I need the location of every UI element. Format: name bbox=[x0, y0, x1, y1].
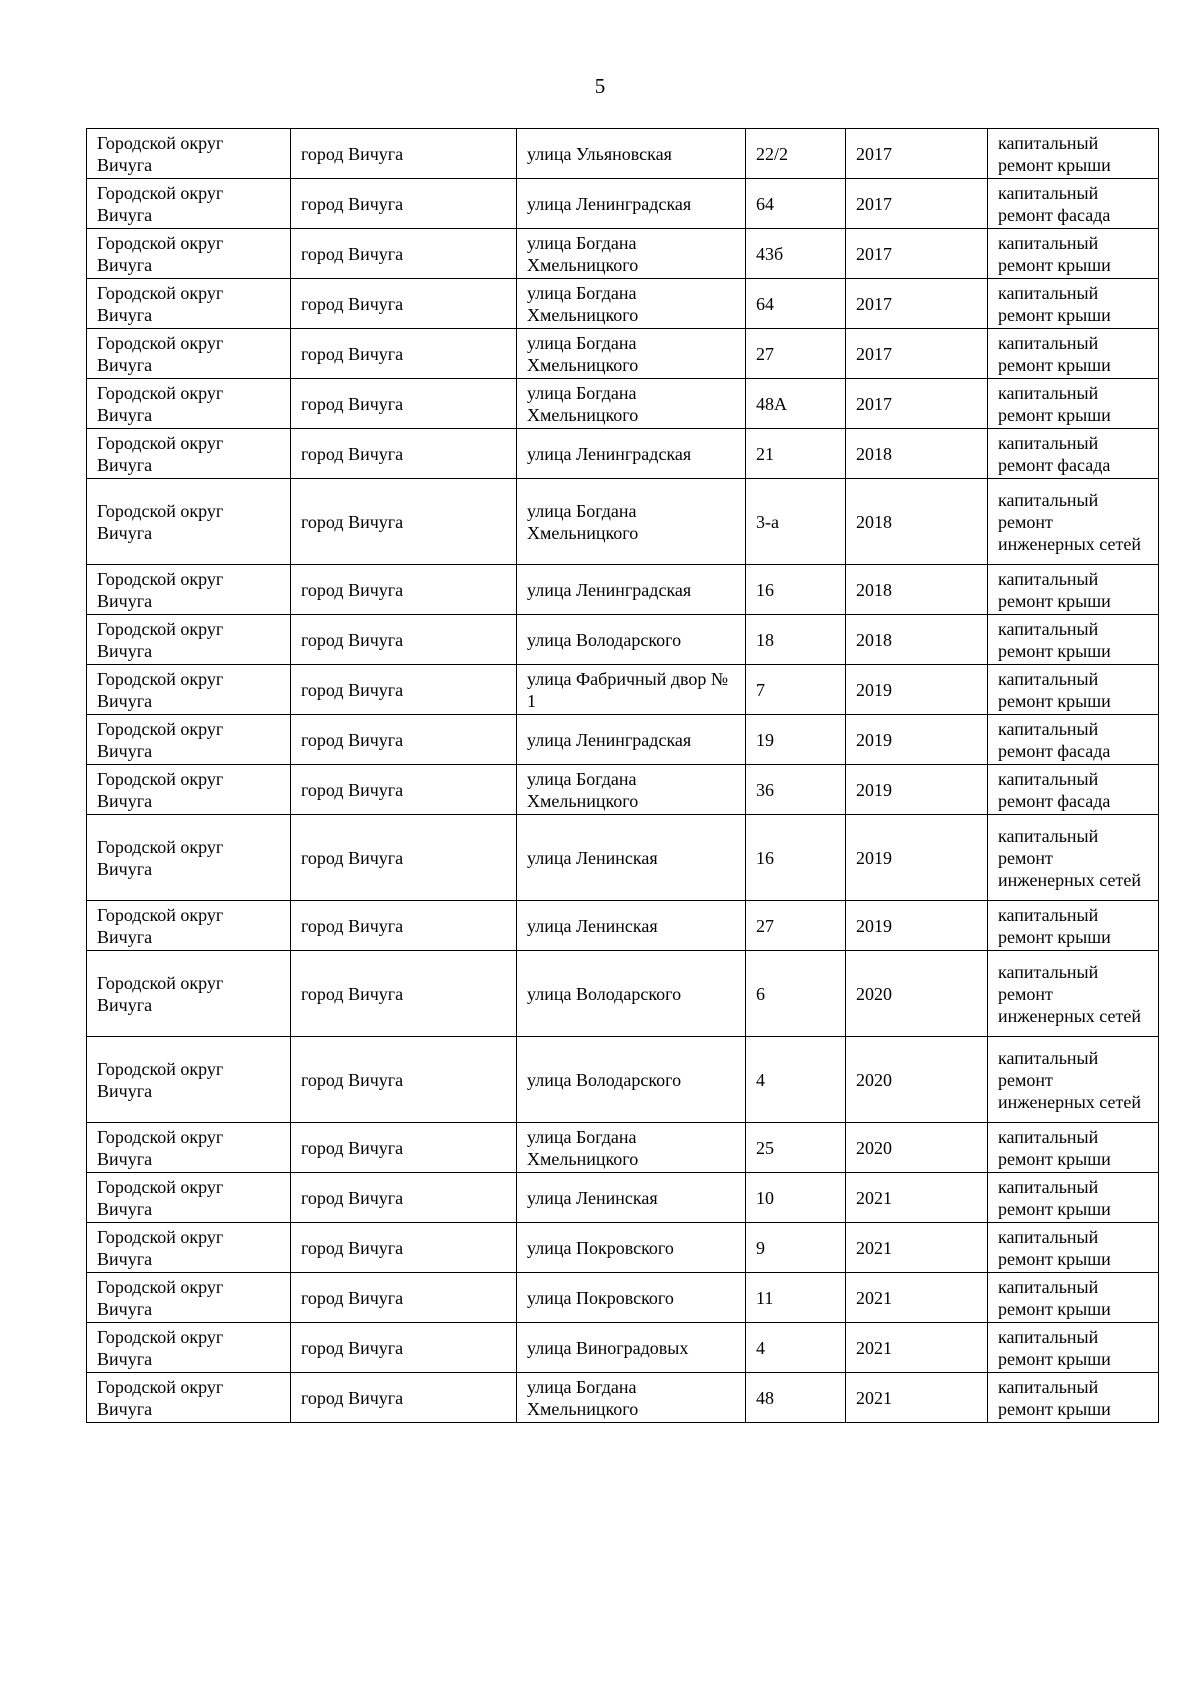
cell-house-number: 64 bbox=[746, 279, 846, 329]
cell-work-type: капитальный ремонт крыши bbox=[988, 615, 1159, 665]
cell-district: Городской округ Вичуга bbox=[87, 901, 291, 951]
cell-district: Городской округ Вичуга bbox=[87, 479, 291, 565]
cell-house-number: 27 bbox=[746, 901, 846, 951]
page-number: 5 bbox=[594, 74, 606, 98]
cell-street: улица Володарского bbox=[517, 951, 746, 1037]
cell-year: 2017 bbox=[846, 379, 988, 429]
table-row bbox=[87, 615, 1159, 665]
cell-city: город Вичуга bbox=[291, 1373, 517, 1423]
table-row bbox=[87, 229, 1159, 279]
table-row bbox=[87, 379, 1159, 429]
cell-district: Городской округ Вичуга bbox=[87, 1323, 291, 1373]
table-body bbox=[87, 129, 1159, 1423]
cell-house-number: 6 bbox=[746, 951, 846, 1037]
cell-city: город Вичуга bbox=[291, 379, 517, 429]
cell-street: улица Ленинградская bbox=[517, 715, 746, 765]
cell-street: улица Богдана Хмельницкого bbox=[517, 279, 746, 329]
cell-district: Городской округ Вичуга bbox=[87, 665, 291, 715]
cell-year: 2021 bbox=[846, 1223, 988, 1273]
cell-work-type: капитальный ремонт крыши bbox=[988, 565, 1159, 615]
cell-house-number: 10 bbox=[746, 1173, 846, 1223]
cell-city: город Вичуга bbox=[291, 229, 517, 279]
cell-street: улица Покровского bbox=[517, 1273, 746, 1323]
cell-house-number: 7 bbox=[746, 665, 846, 715]
cell-city: город Вичуга bbox=[291, 429, 517, 479]
cell-house-number: 9 bbox=[746, 1223, 846, 1273]
table-row bbox=[87, 1273, 1159, 1323]
cell-district: Городской округ Вичуга bbox=[87, 765, 291, 815]
table-row bbox=[87, 1323, 1159, 1373]
cell-street: улица Богдана Хмельницкого bbox=[517, 329, 746, 379]
cell-house-number: 27 bbox=[746, 329, 846, 379]
cell-work-type: капитальный ремонт инженерных сетей bbox=[988, 815, 1159, 901]
cell-street: улица Ленинградская bbox=[517, 565, 746, 615]
cell-year: 2017 bbox=[846, 129, 988, 179]
table-row bbox=[87, 479, 1159, 565]
cell-city: город Вичуга bbox=[291, 715, 517, 765]
cell-work-type: капитальный ремонт крыши bbox=[988, 901, 1159, 951]
cell-house-number: 22/2 bbox=[746, 129, 846, 179]
cell-street: улица Богдана Хмельницкого bbox=[517, 229, 746, 279]
cell-year: 2021 bbox=[846, 1323, 988, 1373]
cell-year: 2019 bbox=[846, 901, 988, 951]
cell-street: улица Виноградовых bbox=[517, 1323, 746, 1373]
cell-city: город Вичуга bbox=[291, 329, 517, 379]
cell-district: Городской округ Вичуга bbox=[87, 815, 291, 901]
cell-year: 2021 bbox=[846, 1173, 988, 1223]
cell-street: улица Богдана Хмельницкого bbox=[517, 1123, 746, 1173]
cell-district: Городской округ Вичуга bbox=[87, 179, 291, 229]
cell-district: Городской округ Вичуга bbox=[87, 1173, 291, 1223]
cell-city: город Вичуга bbox=[291, 1323, 517, 1373]
cell-house-number: 43б bbox=[746, 229, 846, 279]
cell-district: Городской округ Вичуга bbox=[87, 1373, 291, 1423]
cell-street: улица Володарского bbox=[517, 615, 746, 665]
cell-year: 2019 bbox=[846, 665, 988, 715]
cell-street: улица Богдана Хмельницкого bbox=[517, 479, 746, 565]
cell-district: Городской округ Вичуга bbox=[87, 1123, 291, 1173]
cell-district: Городской округ Вичуга bbox=[87, 1273, 291, 1323]
cell-work-type: капитальный ремонт крыши bbox=[988, 1123, 1159, 1173]
cell-work-type: капитальный ремонт инженерных сетей bbox=[988, 479, 1159, 565]
cell-year: 2021 bbox=[846, 1373, 988, 1423]
cell-work-type: капитальный ремонт фасада bbox=[988, 429, 1159, 479]
cell-street: улица Ленинградская bbox=[517, 179, 746, 229]
cell-work-type: капитальный ремонт крыши bbox=[988, 1223, 1159, 1273]
cell-city: город Вичуга bbox=[291, 1273, 517, 1323]
cell-year: 2019 bbox=[846, 815, 988, 901]
cell-district: Городской округ Вичуга bbox=[87, 429, 291, 479]
cell-house-number: 48А bbox=[746, 379, 846, 429]
cell-year: 2018 bbox=[846, 479, 988, 565]
cell-work-type: капитальный ремонт крыши bbox=[988, 1373, 1159, 1423]
cell-city: город Вичуга bbox=[291, 179, 517, 229]
table-row bbox=[87, 329, 1159, 379]
cell-work-type: капитальный ремонт крыши bbox=[988, 1323, 1159, 1373]
cell-street: улица Володарского bbox=[517, 1037, 746, 1123]
table-row bbox=[87, 565, 1159, 615]
cell-street: улица Богдана Хмельницкого bbox=[517, 765, 746, 815]
cell-work-type: капитальный ремонт инженерных сетей bbox=[988, 951, 1159, 1037]
table-row bbox=[87, 1123, 1159, 1173]
cell-street: улица Ульяновская bbox=[517, 129, 746, 179]
cell-house-number: 18 bbox=[746, 615, 846, 665]
cell-work-type: капитальный ремонт крыши bbox=[988, 329, 1159, 379]
cell-work-type: капитальный ремонт фасада bbox=[988, 765, 1159, 815]
cell-year: 2018 bbox=[846, 615, 988, 665]
cell-district: Городской округ Вичуга bbox=[87, 951, 291, 1037]
table-row bbox=[87, 1373, 1159, 1423]
cell-work-type: капитальный ремонт крыши bbox=[988, 129, 1159, 179]
cell-year: 2018 bbox=[846, 565, 988, 615]
table-row bbox=[87, 665, 1159, 715]
cell-district: Городской округ Вичуга bbox=[87, 1223, 291, 1273]
cell-house-number: 11 bbox=[746, 1273, 846, 1323]
cell-year: 2018 bbox=[846, 429, 988, 479]
cell-work-type: капитальный ремонт крыши bbox=[988, 229, 1159, 279]
cell-year: 2020 bbox=[846, 1037, 988, 1123]
table-row bbox=[87, 901, 1159, 951]
cell-house-number: 16 bbox=[746, 815, 846, 901]
table-row bbox=[87, 429, 1159, 479]
cell-district: Городской округ Вичуга bbox=[87, 129, 291, 179]
cell-city: город Вичуга bbox=[291, 279, 517, 329]
cell-city: город Вичуга bbox=[291, 901, 517, 951]
cell-city: город Вичуга bbox=[291, 765, 517, 815]
cell-year: 2017 bbox=[846, 329, 988, 379]
cell-street: улица Ленинградская bbox=[517, 429, 746, 479]
cell-street: улица Богдана Хмельницкого bbox=[517, 379, 746, 429]
table-row bbox=[87, 129, 1159, 179]
cell-city: город Вичуга bbox=[291, 1223, 517, 1273]
table-row bbox=[87, 715, 1159, 765]
cell-year: 2020 bbox=[846, 951, 988, 1037]
cell-work-type: капитальный ремонт инженерных сетей bbox=[988, 1037, 1159, 1123]
cell-year: 2017 bbox=[846, 279, 988, 329]
cell-street: улица Богдана Хмельницкого bbox=[517, 1373, 746, 1423]
cell-city: город Вичуга bbox=[291, 479, 517, 565]
cell-street: улица Фабричный двор № 1 bbox=[517, 665, 746, 715]
cell-house-number: 4 bbox=[746, 1037, 846, 1123]
cell-work-type: капитальный ремонт крыши bbox=[988, 665, 1159, 715]
cell-city: город Вичуга bbox=[291, 1173, 517, 1223]
cell-house-number: 4 bbox=[746, 1323, 846, 1373]
table-row bbox=[87, 765, 1159, 815]
cell-house-number: 48 bbox=[746, 1373, 846, 1423]
cell-district: Городской округ Вичуга bbox=[87, 615, 291, 665]
cell-city: город Вичуга bbox=[291, 1123, 517, 1173]
cell-year: 2019 bbox=[846, 715, 988, 765]
table-row bbox=[87, 1037, 1159, 1123]
cell-work-type: капитальный ремонт фасада bbox=[988, 715, 1159, 765]
cell-district: Городской округ Вичуга bbox=[87, 715, 291, 765]
cell-work-type: капитальный ремонт крыши bbox=[988, 1173, 1159, 1223]
table-row bbox=[87, 279, 1159, 329]
cell-city: город Вичуга bbox=[291, 565, 517, 615]
cell-district: Городской округ Вичуга bbox=[87, 565, 291, 615]
cell-house-number: 19 bbox=[746, 715, 846, 765]
cell-work-type: капитальный ремонт крыши bbox=[988, 379, 1159, 429]
cell-work-type: капитальный ремонт фасада bbox=[988, 179, 1159, 229]
cell-city: город Вичуга bbox=[291, 1037, 517, 1123]
cell-year: 2021 bbox=[846, 1273, 988, 1323]
cell-district: Городской округ Вичуга bbox=[87, 1037, 291, 1123]
cell-house-number: 64 bbox=[746, 179, 846, 229]
repair-schedule-table bbox=[86, 128, 1159, 1423]
cell-work-type: капитальный ремонт крыши bbox=[988, 279, 1159, 329]
cell-house-number: 3-а bbox=[746, 479, 846, 565]
table-row bbox=[87, 179, 1159, 229]
cell-district: Городской округ Вичуга bbox=[87, 279, 291, 329]
cell-year: 2020 bbox=[846, 1123, 988, 1173]
cell-house-number: 16 bbox=[746, 565, 846, 615]
cell-district: Городской округ Вичуга bbox=[87, 379, 291, 429]
cell-work-type: капитальный ремонт крыши bbox=[988, 1273, 1159, 1323]
cell-city: город Вичуга bbox=[291, 615, 517, 665]
cell-year: 2017 bbox=[846, 229, 988, 279]
cell-city: город Вичуга bbox=[291, 665, 517, 715]
cell-street: улица Ленинская bbox=[517, 1173, 746, 1223]
table-row bbox=[87, 951, 1159, 1037]
cell-district: Городской округ Вичуга bbox=[87, 329, 291, 379]
cell-city: город Вичуга bbox=[291, 951, 517, 1037]
cell-house-number: 36 bbox=[746, 765, 846, 815]
cell-district: Городской округ Вичуга bbox=[87, 229, 291, 279]
table-row bbox=[87, 1223, 1159, 1273]
cell-city: город Вичуга bbox=[291, 129, 517, 179]
cell-street: улица Ленинская bbox=[517, 815, 746, 901]
table-row bbox=[87, 1173, 1159, 1223]
cell-street: улица Ленинская bbox=[517, 901, 746, 951]
cell-house-number: 25 bbox=[746, 1123, 846, 1173]
cell-year: 2019 bbox=[846, 765, 988, 815]
cell-city: город Вичуга bbox=[291, 815, 517, 901]
cell-house-number: 21 bbox=[746, 429, 846, 479]
cell-year: 2017 bbox=[846, 179, 988, 229]
cell-street: улица Покровского bbox=[517, 1223, 746, 1273]
table-row bbox=[87, 815, 1159, 901]
